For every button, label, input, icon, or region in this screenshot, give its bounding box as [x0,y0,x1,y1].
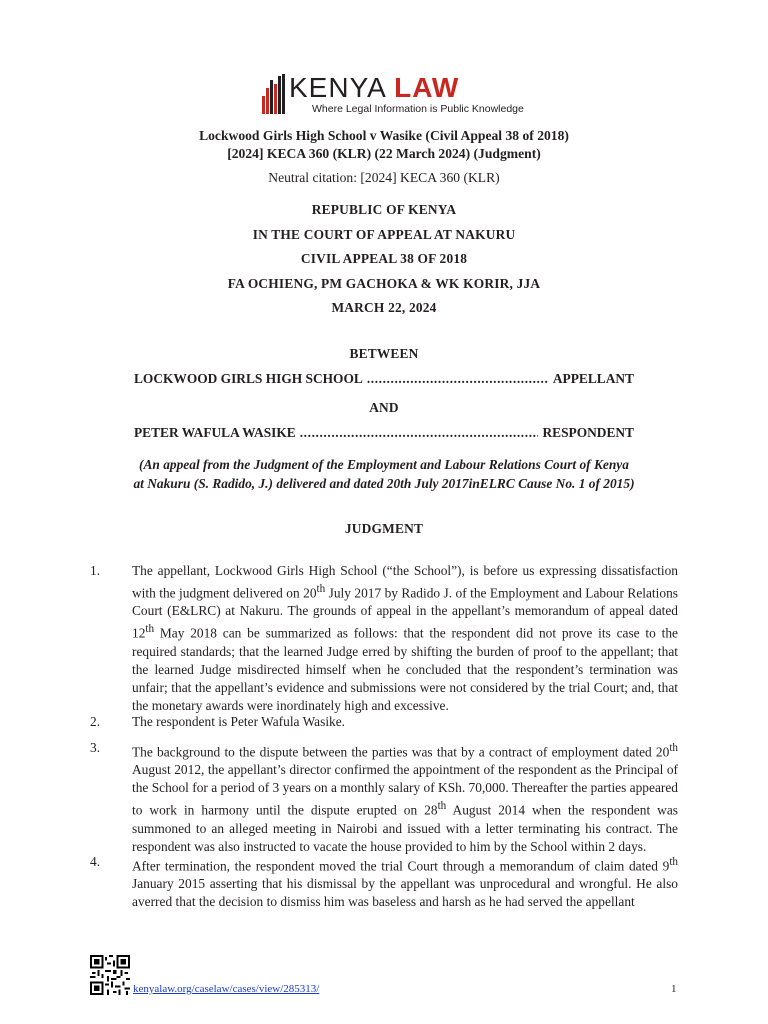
text-run: January 2015 asserting that his dismissal by the appellant was unprocedural and wrongful. He also averred that the decision to dismiss him was baseless and harsh as he had served the appellant [132,876,678,910]
court-heading: IN THE COURT OF APPEAL AT NAKURU [252,227,516,242]
respondent-line [134,425,634,441]
paragraph-number: 2. [90,714,101,729]
logo-word-law: LAW [394,72,460,103]
kenya-law-logo [262,72,524,118]
paragraph-number: 1. [90,563,101,578]
qr-code-icon [90,955,130,995]
text-run: After termination, the respondent moved the trial Court through a memorandum of claim dated 9 [132,858,670,874]
judges-heading: FA OCHIENG, PM GACHOKA & WK KORIR, JJA [227,276,541,291]
superscript: th [669,856,678,868]
respondent-role: RESPONDENT [542,425,634,440]
and-heading: AND [369,400,399,415]
judgment-heading: JUDGMENT [344,521,424,536]
page-number: 1 [671,983,677,995]
paragraph-text [132,713,678,731]
leader-dots [367,371,549,387]
appeal-number-heading: CIVIL APPEAL 38 OF 2018 [300,251,468,266]
case-url-link[interactable]: kenyalaw.org/caselaw/cases/view/285313/ [133,983,320,995]
appeal-from-line1: (An appeal from the Judgment of the Employment and Labour Relations Court of Kenya [139,457,629,472]
text-run: July 2017 by Radido J. of the Employment and Labour Relations Court (E&LRC) at Nakuru. The grounds of appeal in the appellant’s memorandum of appeal dated 12 [132,585,678,641]
paragraph-1 [90,562,678,715]
superscript: th [437,800,447,813]
case-title-line2: [2024] KECA 360 (KLR) (22 March 2024) (Judgment) [227,146,541,161]
text-run: The appellant, Lockwood Girls High School (“the School”), is before us expressing dissatisfaction with the judgment delivered on 20 [132,563,678,601]
paragraph-3 [90,739,678,856]
appellant-role: APPELLANT [552,371,634,386]
between-heading: BETWEEN [349,346,419,361]
paragraph-text [132,562,678,715]
paragraph-number: 4. [90,854,101,869]
republic-heading: REPUBLIC OF KENYA [311,202,457,217]
paragraph-number: 3. [90,740,101,755]
text-run: The respondent is Peter Wafula Wasike. [132,714,346,729]
leader-dots [300,425,539,441]
respondent-name: PETER WAFULA WASIKE [134,425,296,440]
logo-word-kenya: KENYA [289,72,386,103]
neutral-citation: Neutral citation: [2024] KECA 360 (KLR) [268,170,500,185]
appeal-from-line2: at Nakuru (S. Radido, J.) delivered and dated 20th July 2017inELRC Cause No. 1 of 2015) [133,476,635,491]
paragraph-text [132,853,678,911]
paragraph-2 [90,713,678,731]
paragraph-text [132,739,678,856]
logo-wordmark [289,72,459,104]
superscript: th [669,742,678,754]
date-heading: MARCH 22, 2024 [331,300,437,315]
kenya-law-logo-icon [262,74,286,114]
appellant-name: LOCKWOOD GIRLS HIGH SCHOOL [134,371,363,386]
case-title-line1: Lockwood Girls High School v Wasike (Civil Appeal 38 of 2018) [199,128,569,143]
paragraph-4 [90,853,678,911]
text-run: The background to the dispute between the parties was that by a contract of employment dated 20 [132,744,670,760]
superscript: th [316,583,326,595]
text-run: August 2012, the appellant’s director confirmed the appointment of the respondent as the Principal of the School for a period of 3 years on a monthly salary of KSh. 70,000. Thereafter the parties appeared to work in harmony until the dispute erupted on 28 [132,762,678,818]
text-run: August 2014 when the respondent was summoned to an alleged meeting in Nairobi and issued with a letter terminating his contract. The respondent was also instructed to vacate the house provided to him by the School within 2 days. [132,802,678,854]
logo-tagline: Where Legal Information is Public Knowledge [312,103,524,115]
text-run: May 2018 can be summarized as follows: that the respondent did not prove its case to the required standards; that the learned Judge erred by shifting the burden of proof to the appellant; that the learned Judge misdirected himself when he concluded that the respondent’s termination was unfair; that the appellant’s evidence and submissions were not considered by the trial Court; and, that the monetary awards were inordinately high and excessive. [132,625,678,713]
appellant-line [134,371,634,387]
superscript: th [145,623,155,636]
